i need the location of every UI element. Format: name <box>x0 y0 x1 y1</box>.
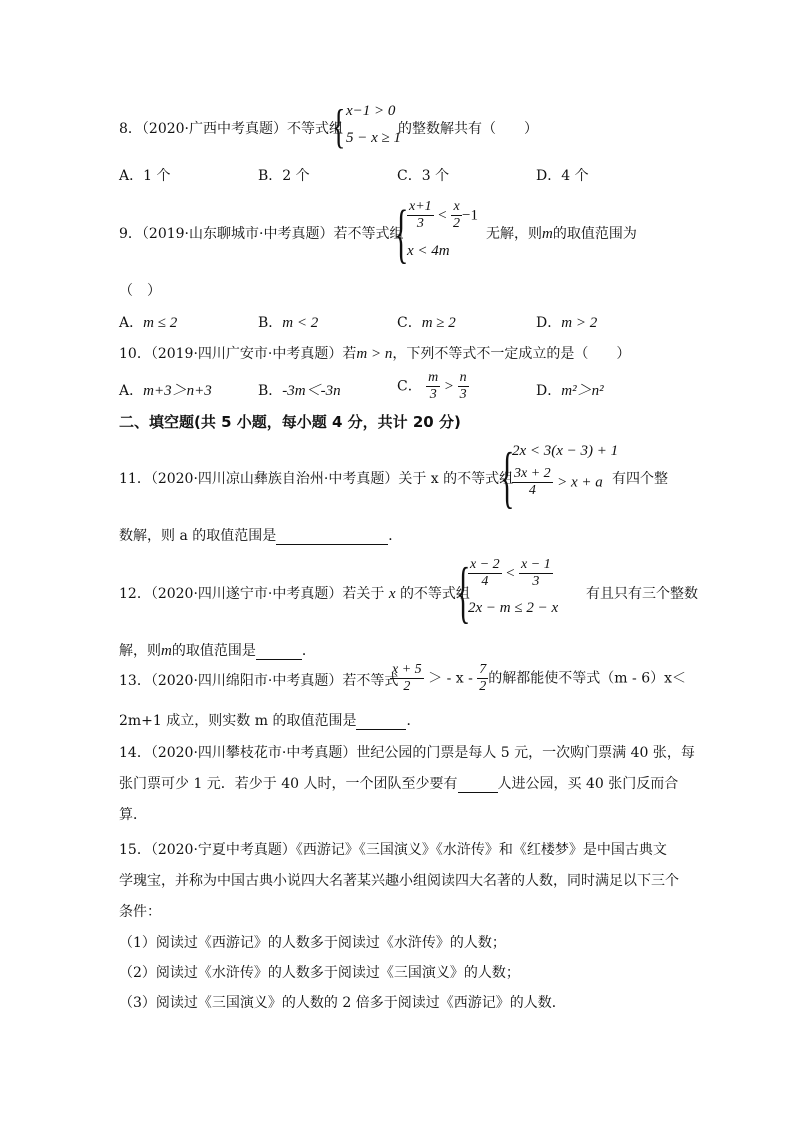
left-brace: { <box>394 198 409 271</box>
inequality-1: 2x < 3(x − 3) + 1 <box>512 443 619 459</box>
question-source: （2020·广西中考真题） <box>141 121 288 137</box>
option-a: A．m ≤ 2 <box>119 315 178 331</box>
question-number: 10． <box>119 346 151 362</box>
question-lead: 若不等式组 <box>333 226 404 242</box>
option-d: D．4 个 <box>536 168 589 184</box>
question-number: 9． <box>119 226 142 242</box>
answer-blank[interactable] <box>356 713 406 730</box>
fraction: $\frac{m}{3}$ <box>428 370 439 402</box>
condition: m > n <box>356 346 393 362</box>
fraction: $\frac{x - 1}{3}$ <box>521 557 551 589</box>
question-number: 12． <box>119 586 151 602</box>
answer-paren: （ ） <box>119 283 161 299</box>
question-number: 11． <box>119 471 151 487</box>
fraction: $\frac{3x + 2}{4}$ <box>514 466 551 498</box>
question-number: 14． <box>119 745 151 761</box>
question-source: （2019·四川广安市·中考真题） <box>150 346 343 362</box>
option-d: D．m > 2 <box>536 315 598 331</box>
left-brace: { <box>500 440 515 516</box>
question-source: （2020·四川凉山彝族自治州·中考真题） <box>150 471 399 487</box>
answer-blank[interactable] <box>276 528 388 545</box>
inequality-2: x < 4m <box>407 243 450 259</box>
question-source: （2020·四川遂宁市·中考真题） <box>150 586 343 602</box>
left-brace: { <box>332 101 346 154</box>
option-c: C．3 个 <box>397 168 450 184</box>
condition-item: （1）阅读过《西游记》的人数多于阅读过《水浒传》的人数； <box>119 935 506 951</box>
answer-blank[interactable] <box>458 776 498 793</box>
fraction: $\frac{x}{2}$ <box>453 199 461 231</box>
question-number: 15． <box>119 842 151 858</box>
fraction: $\frac{7}{2}$ <box>479 662 487 694</box>
option-d: D．m²＞n² <box>536 383 604 399</box>
option-c: C．m ≥ 2 <box>397 315 456 331</box>
question-number: 8． <box>119 121 142 137</box>
question-source: （2020·四川绵阳市·中考真题） <box>150 673 343 689</box>
option-b: B．2 个 <box>258 168 310 184</box>
inequality-2: 2x − m ≤ 2 − x <box>468 600 559 616</box>
answer-blank[interactable] <box>256 643 302 660</box>
section-heading: 二、填空题(共 5 小题，每小题 4 分，共计 20 分) <box>119 413 461 431</box>
condition-item: （2）阅读过《水浒传》的人数多于阅读过《三国演义》的人数； <box>119 965 520 981</box>
inequality-2: 5 − x ≥ 1 <box>346 130 402 146</box>
option-a: A．1 个 <box>119 168 171 184</box>
question-lead: 不等式组 <box>287 121 344 137</box>
question-number: 13． <box>119 673 151 689</box>
question-source: （2019·山东聊城市·中考真题） <box>141 226 334 242</box>
inequality-1: x−1 > 0 <box>346 103 396 119</box>
fraction: $\frac{n}{3}$ <box>459 370 467 402</box>
left-brace: { <box>456 555 471 631</box>
fraction: $\frac{x+1}{3}$ <box>409 199 432 231</box>
option-c: C． $\frac{m}{3}$ > $\frac{n}{3}$ <box>397 370 467 402</box>
fraction: $\frac{x + 5}{2}$ <box>392 662 422 694</box>
option-a: A．m+3＞n+3 <box>119 383 212 399</box>
fraction: $\frac{x - 2}{4}$ <box>470 557 500 589</box>
option-b: B．-3m＜-3n <box>258 383 341 399</box>
condition-item: （3）阅读过《三国演义》的人数的 2 倍多于阅读过《西游记》的人数． <box>119 995 566 1011</box>
option-b: B．m < 2 <box>258 315 319 331</box>
question-tail: 的整数解共有（ ） <box>398 121 538 137</box>
